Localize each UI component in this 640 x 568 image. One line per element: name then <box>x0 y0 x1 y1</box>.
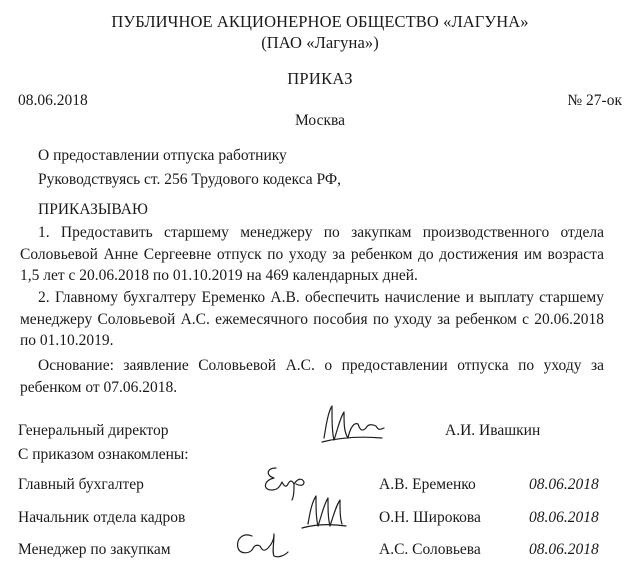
order-item-1: 1. Предоставить старшему менеджеру по закупкам производственного отдела Соловьевой Анне Сергеевне отпуск по уходу за ребенком до достижения им возраста 1,5 лет с 20.06.2018 по 01.10.2019 на 469 календарных дней. <box>20 224 604 284</box>
legal-basis: Руководствуясь ст. 256 Трудового кодекса РФ, <box>38 171 342 188</box>
person-name: А.В. Еременко <box>379 476 476 493</box>
document-date: 08.06.2018 <box>18 92 88 109</box>
organization-name: ПУБЛИЧНОЕ АКЦИОНЕРНОЕ ОБЩЕСТВО «ЛАГУНА» <box>111 12 529 31</box>
director-name: А.И. Ивашкин <box>445 422 541 439</box>
signature-solovyeva <box>232 526 292 566</box>
person-title: Главный бухгалтер <box>18 476 144 493</box>
order-item-2: 2. Главному бухгалтеру Еременко А.В. обеспечить начисление и выплату старшему менеджеру Соловьевой А.С. ежемесячного пособия по уходу за ребенком с 20.06.2018 по 01.10.2019. <box>20 289 604 349</box>
person-name: О.Н. Широкова <box>379 509 481 526</box>
person-title: Менеджер по закупкам <box>18 541 171 558</box>
order-word: ПРИКАЗЫВАЮ <box>38 201 148 218</box>
document-number: № 27-ок <box>567 92 622 109</box>
director-signature <box>318 398 388 448</box>
signature-shirokova <box>298 488 350 534</box>
director-title: Генеральный директор <box>18 422 169 439</box>
document-city: Москва <box>295 112 345 129</box>
person-name: А.С. Соловьева <box>379 541 481 558</box>
acquaintance-date: 08.06.2018 <box>529 509 599 526</box>
acquainted-heading: С приказом ознакомлены: <box>18 446 189 463</box>
order-subject: О предоставлении отпуска работнику <box>38 147 287 164</box>
acquaintance-date: 08.06.2018 <box>529 541 599 558</box>
document-type: ПРИКАЗ <box>287 69 353 88</box>
acquaintance-date: 08.06.2018 <box>529 476 599 493</box>
order-grounds: Основание: заявление Соловьевой А.С. о предоставлении отпуска по уходу за ребенком от 07.06.2018. <box>20 357 604 396</box>
organization-short-name: (ПАО «Лагуна») <box>261 33 379 52</box>
person-title: Начальник отдела кадров <box>18 509 186 526</box>
